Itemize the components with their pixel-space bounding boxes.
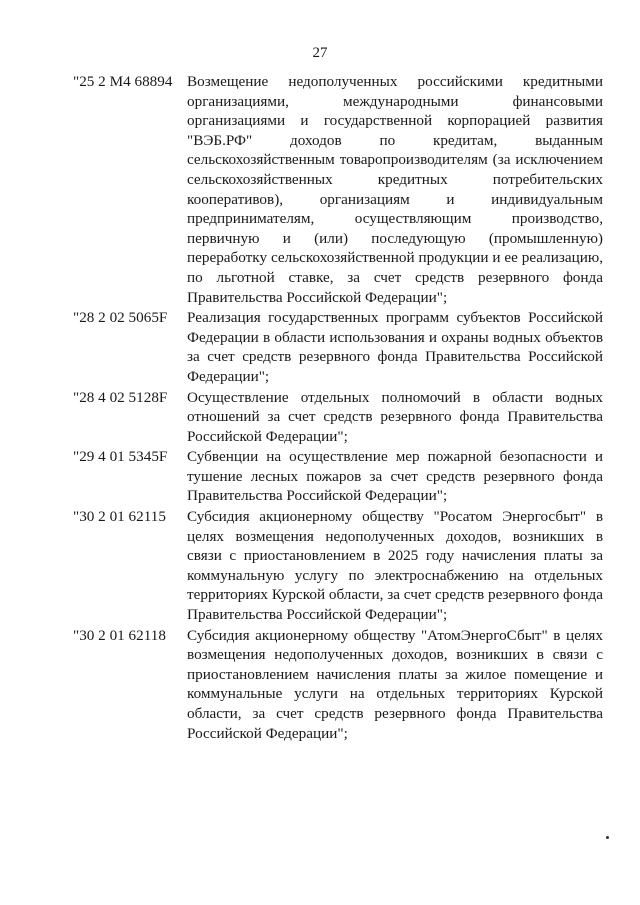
budget-code-description: Осуществление отдельных полномочий в области водных отношений за счет средств резервного фонда Правительства Российской Федерации";: [187, 388, 603, 445]
margin-mark: [606, 836, 609, 839]
list-item: [73, 308, 603, 386]
list-item: [73, 447, 603, 506]
budget-code: "30 2 01 62118: [73, 626, 166, 644]
budget-code-description: Возмещение недополученных российскими кредитными организациями, международными финансовыми организациями и государственной корпорацией развития "ВЭБ.РФ" доходов по кредитам, выданным сельскохозяйственным товаропроизводителям (за исключением сельскохозяйственных кредитных потребительских кооперативов), организациям и индивидуальным предпринимателям, осуществляющим производство, первичную и (или) последующую (промышленную) переработку сельскохозяйственной продукции и ее реализацию, по льготной ставке, за счет средств резервного фонда Правительства Российской Федерации";: [187, 73, 603, 306]
list-item: [73, 626, 603, 744]
budget-code: "25 2 М4 68894: [73, 73, 173, 90]
budget-code: "29 4 01 5345F: [73, 448, 168, 466]
budget-code-description: Реализация государственных программ субъектов Российской Федерации в области использования и охраны водных объектов за счет средств резервного фонда Правительства Российской Федерации";: [187, 309, 603, 385]
budget-code-description: Субсидия акционерному обществу "АтомЭнергоСбыт" в целях возмещения недополученных доходов, возникших в связи с приостановлением начисления платы за жилое помещение и коммунальные услуги на отдельных территориях Курской области, за счет средств резервного фонда Правительства Российской Федерации";: [187, 626, 603, 742]
budget-code-description: Субсидия акционерному обществу "Росатом Энергосбыт" в целях возмещения недополученных доходов, возникших в связи с приостановлением в 2025 году начисления платы за коммунальную услугу по электроснабжению на отдельных территориях Курской области, за счет средств резервного фонда Правительства Российской Федерации";: [187, 508, 603, 624]
budget-code-description: Субвенции на осуществление мер пожарной безопасности и тушение лесных пожаров за счет средств резервного фонда Правительства Российской Федерации";: [187, 448, 603, 505]
budget-code: "28 4 02 5128F: [73, 388, 168, 406]
list-item: [73, 388, 603, 447]
budget-code: "28 2 02 5065F: [73, 309, 168, 327]
page-number: 27: [312, 45, 328, 61]
list-item: [73, 72, 603, 307]
list-item: [73, 507, 603, 625]
budget-code-list: [73, 72, 603, 743]
budget-code: "30 2 01 62115: [73, 508, 166, 526]
